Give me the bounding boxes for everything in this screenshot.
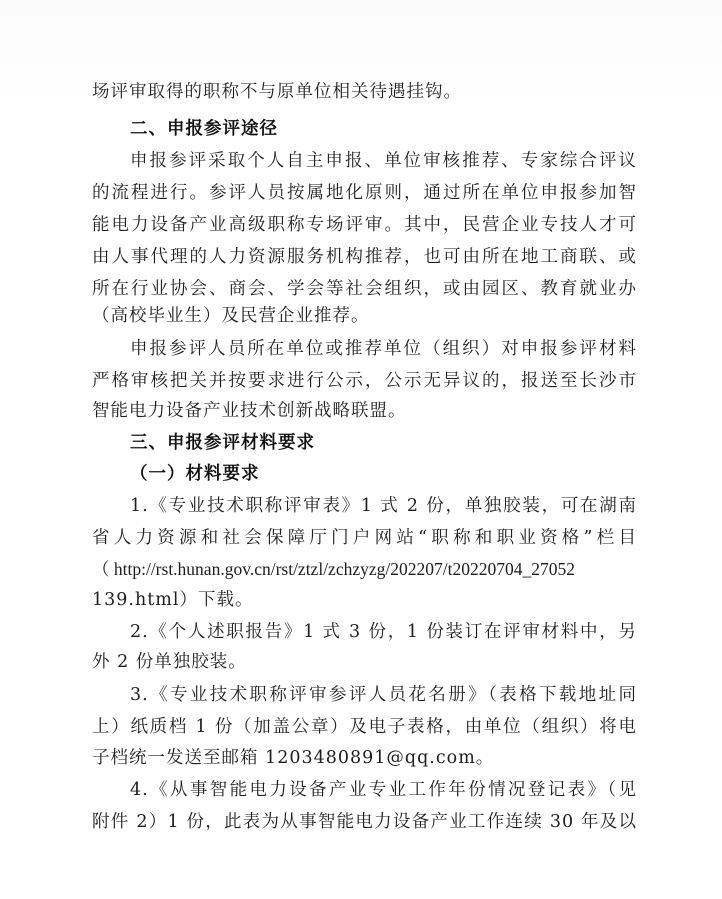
paragraph-line: 外 2 份单独胶装。	[92, 652, 247, 672]
section-heading: 二、申报参评途径	[130, 119, 278, 139]
paragraph-line: 139.html）下载。	[92, 590, 254, 610]
paragraph-line: 2.《个人述职报告》1 式 3 份，1 份装订在评审材料中，另	[130, 622, 637, 642]
paragraph-line: 所在行业协会、商会、学会等社会组织，或由园区、教育就业办	[92, 279, 637, 299]
paragraph-line: 省人力资源和社会保障厅门户网站“职称和职业资格”栏目	[92, 528, 637, 548]
paragraph-line: 的流程进行。参评人员按属地化原则，通过所在单位申报参加智	[92, 183, 637, 203]
paragraph-line: 申报参评采取个人自主申报、单位审核推荐、专家综合评议	[130, 151, 637, 171]
paragraph-line: 能电力设备产业高级职称专场评审。其中，民营企业专技人才可	[92, 215, 637, 235]
paragraph-line: 附件 2）1 份，此表为从事智能电力设备产业工作连续 30 年及以	[92, 812, 637, 832]
paragraph-line: 由人事代理的人力资源服务机构推荐，也可由所在地工商联、或	[92, 247, 637, 267]
paragraph-line: 3.《专业技术职称评审参评人员花名册》（表格下载地址同	[130, 685, 637, 705]
paragraph-line: 申报参评人员所在单位或推荐单位（组织）对申报参评材料	[130, 339, 637, 359]
section-heading: 三、申报参评材料要求	[130, 433, 315, 453]
paragraph-line: 4.《从事智能电力设备产业专业工作年份情况登记表》（见	[130, 780, 637, 800]
paragraph-line: 智能电力设备产业技术创新战略联盟。	[92, 401, 407, 421]
paragraph-line: 场评审取得的职称不与原单位相关待遇挂钩。	[92, 82, 462, 102]
email-line: 子档统一发送至邮箱 1203480891@qq.com。	[92, 748, 495, 768]
subsection-heading: （一）材料要求	[130, 464, 260, 484]
paragraph-line: 严格审核把关并按要求进行公示，公示无异议的，报送至长沙市	[92, 371, 637, 391]
paragraph-line: 1.《专业技术职称评审表》1 式 2 份，单独胶装，可在湖南	[130, 496, 637, 516]
download-url-line: （ http://rst.hunan.gov.cn/rst/ztzl/zchzyzg/202207/t20220704_27052	[92, 559, 575, 579]
paragraph-line: 上）纸质档 1 份（加盖公章）及电子表格，由单位（组织）将电	[92, 717, 637, 737]
paragraph-line: （高校毕业生）及民营企业推荐。	[92, 306, 370, 326]
